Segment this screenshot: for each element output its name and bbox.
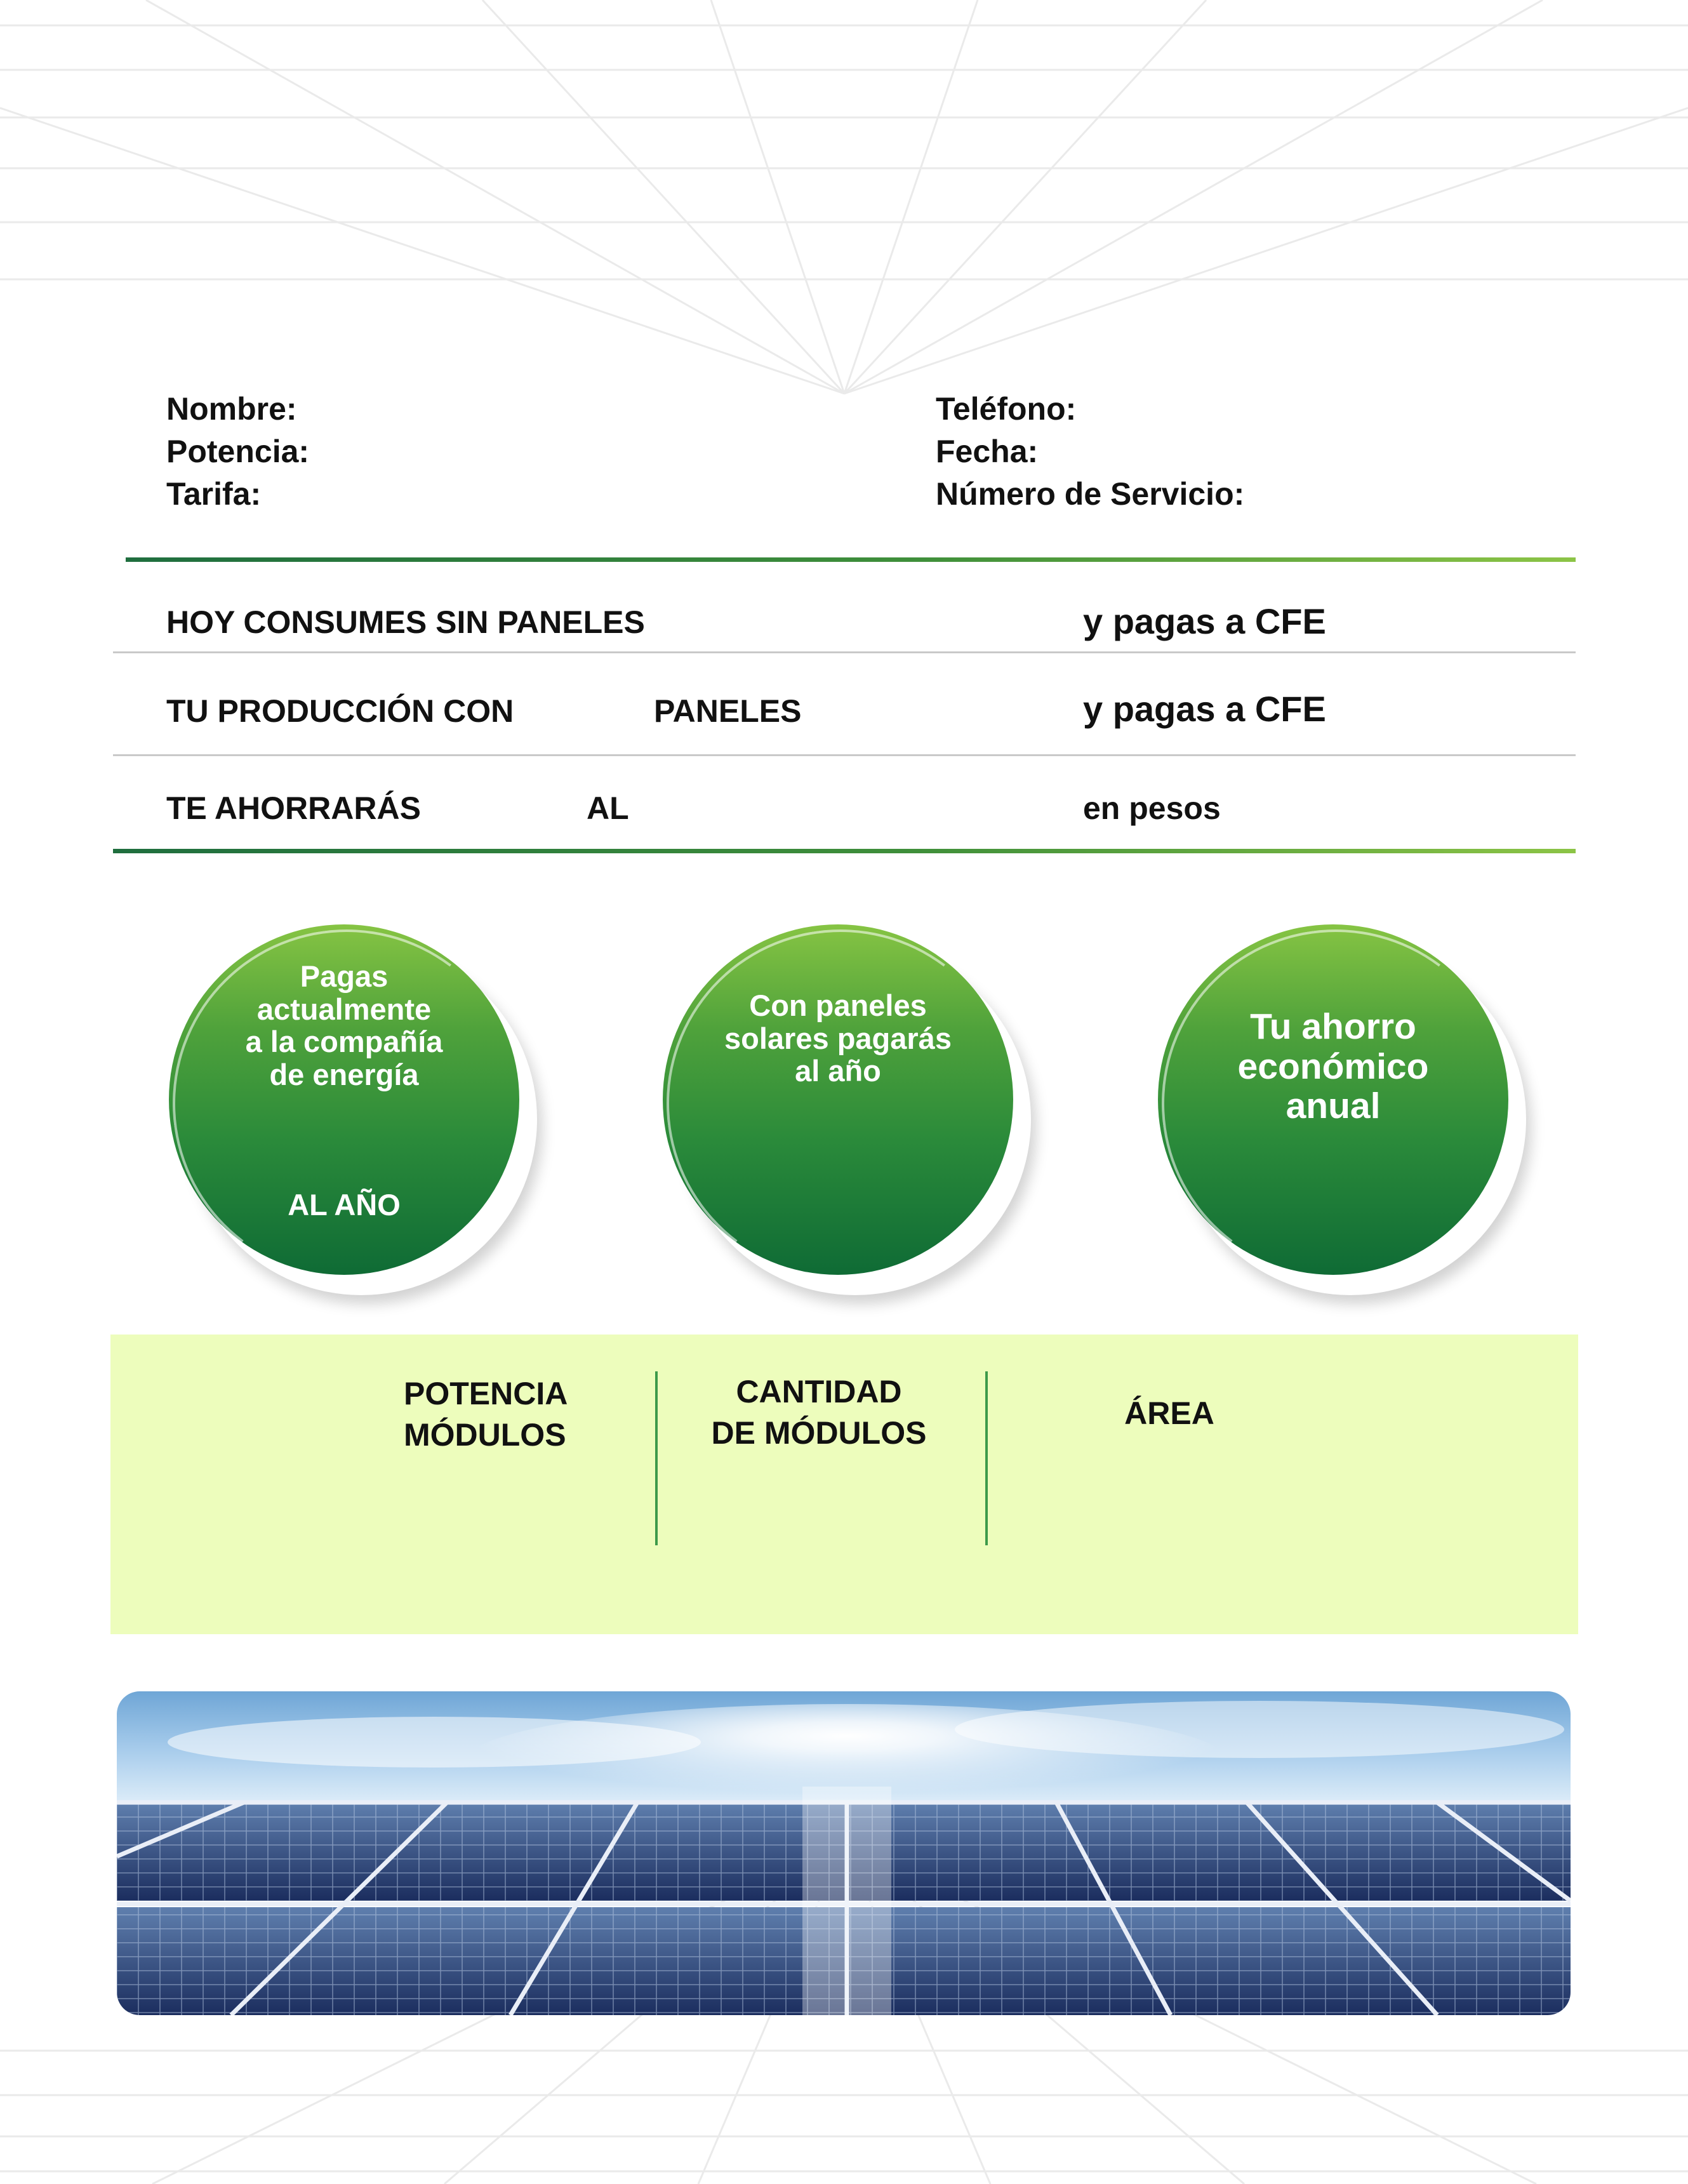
circle-line: al año [795,1054,881,1088]
savings-label: TE AHORRARÁS [166,790,421,826]
circle-line: actualmente [256,992,432,1026]
area-label: ÁREA [1124,1395,1214,1431]
production-label: TU PRODUCCIÓN CON [166,693,514,729]
savings-currency-label: en pesos [1083,790,1221,826]
savings-period-label: AL [587,790,629,826]
current-consumption-label: HOY CONSUMES SIN PANELES [166,604,645,640]
annual-savings-circle [1158,924,1539,1305]
current-cfe-payment-label: y pagas a CFE [1083,601,1326,641]
name-label: Nombre: [166,391,297,427]
summary-bottom-rule [113,849,1576,853]
circle-line: Pagas [300,959,389,993]
tariff-label: Tarifa: [166,476,262,512]
circle-line: a la compañía [245,1025,443,1059]
specs-divider-1 [655,1371,658,1545]
current-payment-circle [169,924,550,1305]
summary-divider-2 [113,754,1576,756]
service-number-label: Número de Servicio: [936,476,1245,512]
circle-line: económico anual [1237,1046,1429,1127]
phone-label: Teléfono: [936,391,1077,427]
circle-line: Tu ahorro [1250,1006,1416,1047]
module-count-label: CANTIDAD DE MÓDULOS [711,1374,927,1451]
summary-top-rule [126,557,1576,562]
date-label: Fecha: [936,434,1039,469]
panels-count-label: PANELES [654,693,802,729]
solar-panels-photo [117,1691,1571,2015]
circle-line: de energía [269,1058,419,1092]
power-label: Potencia: [166,434,310,469]
module-power-label: POTENCIA MÓDULOS [404,1376,568,1453]
circle-line: solares pagarás [724,1021,952,1055]
new-cfe-payment-label: y pagas a CFE [1083,689,1326,729]
specs-panel [110,1335,1578,1634]
summary-divider-1 [113,651,1576,653]
per-year-label: AL AÑO [288,1188,401,1222]
circle-line: Con paneles [749,989,927,1022]
solar-payment-circle [663,924,1044,1305]
specs-divider-2 [985,1371,988,1545]
